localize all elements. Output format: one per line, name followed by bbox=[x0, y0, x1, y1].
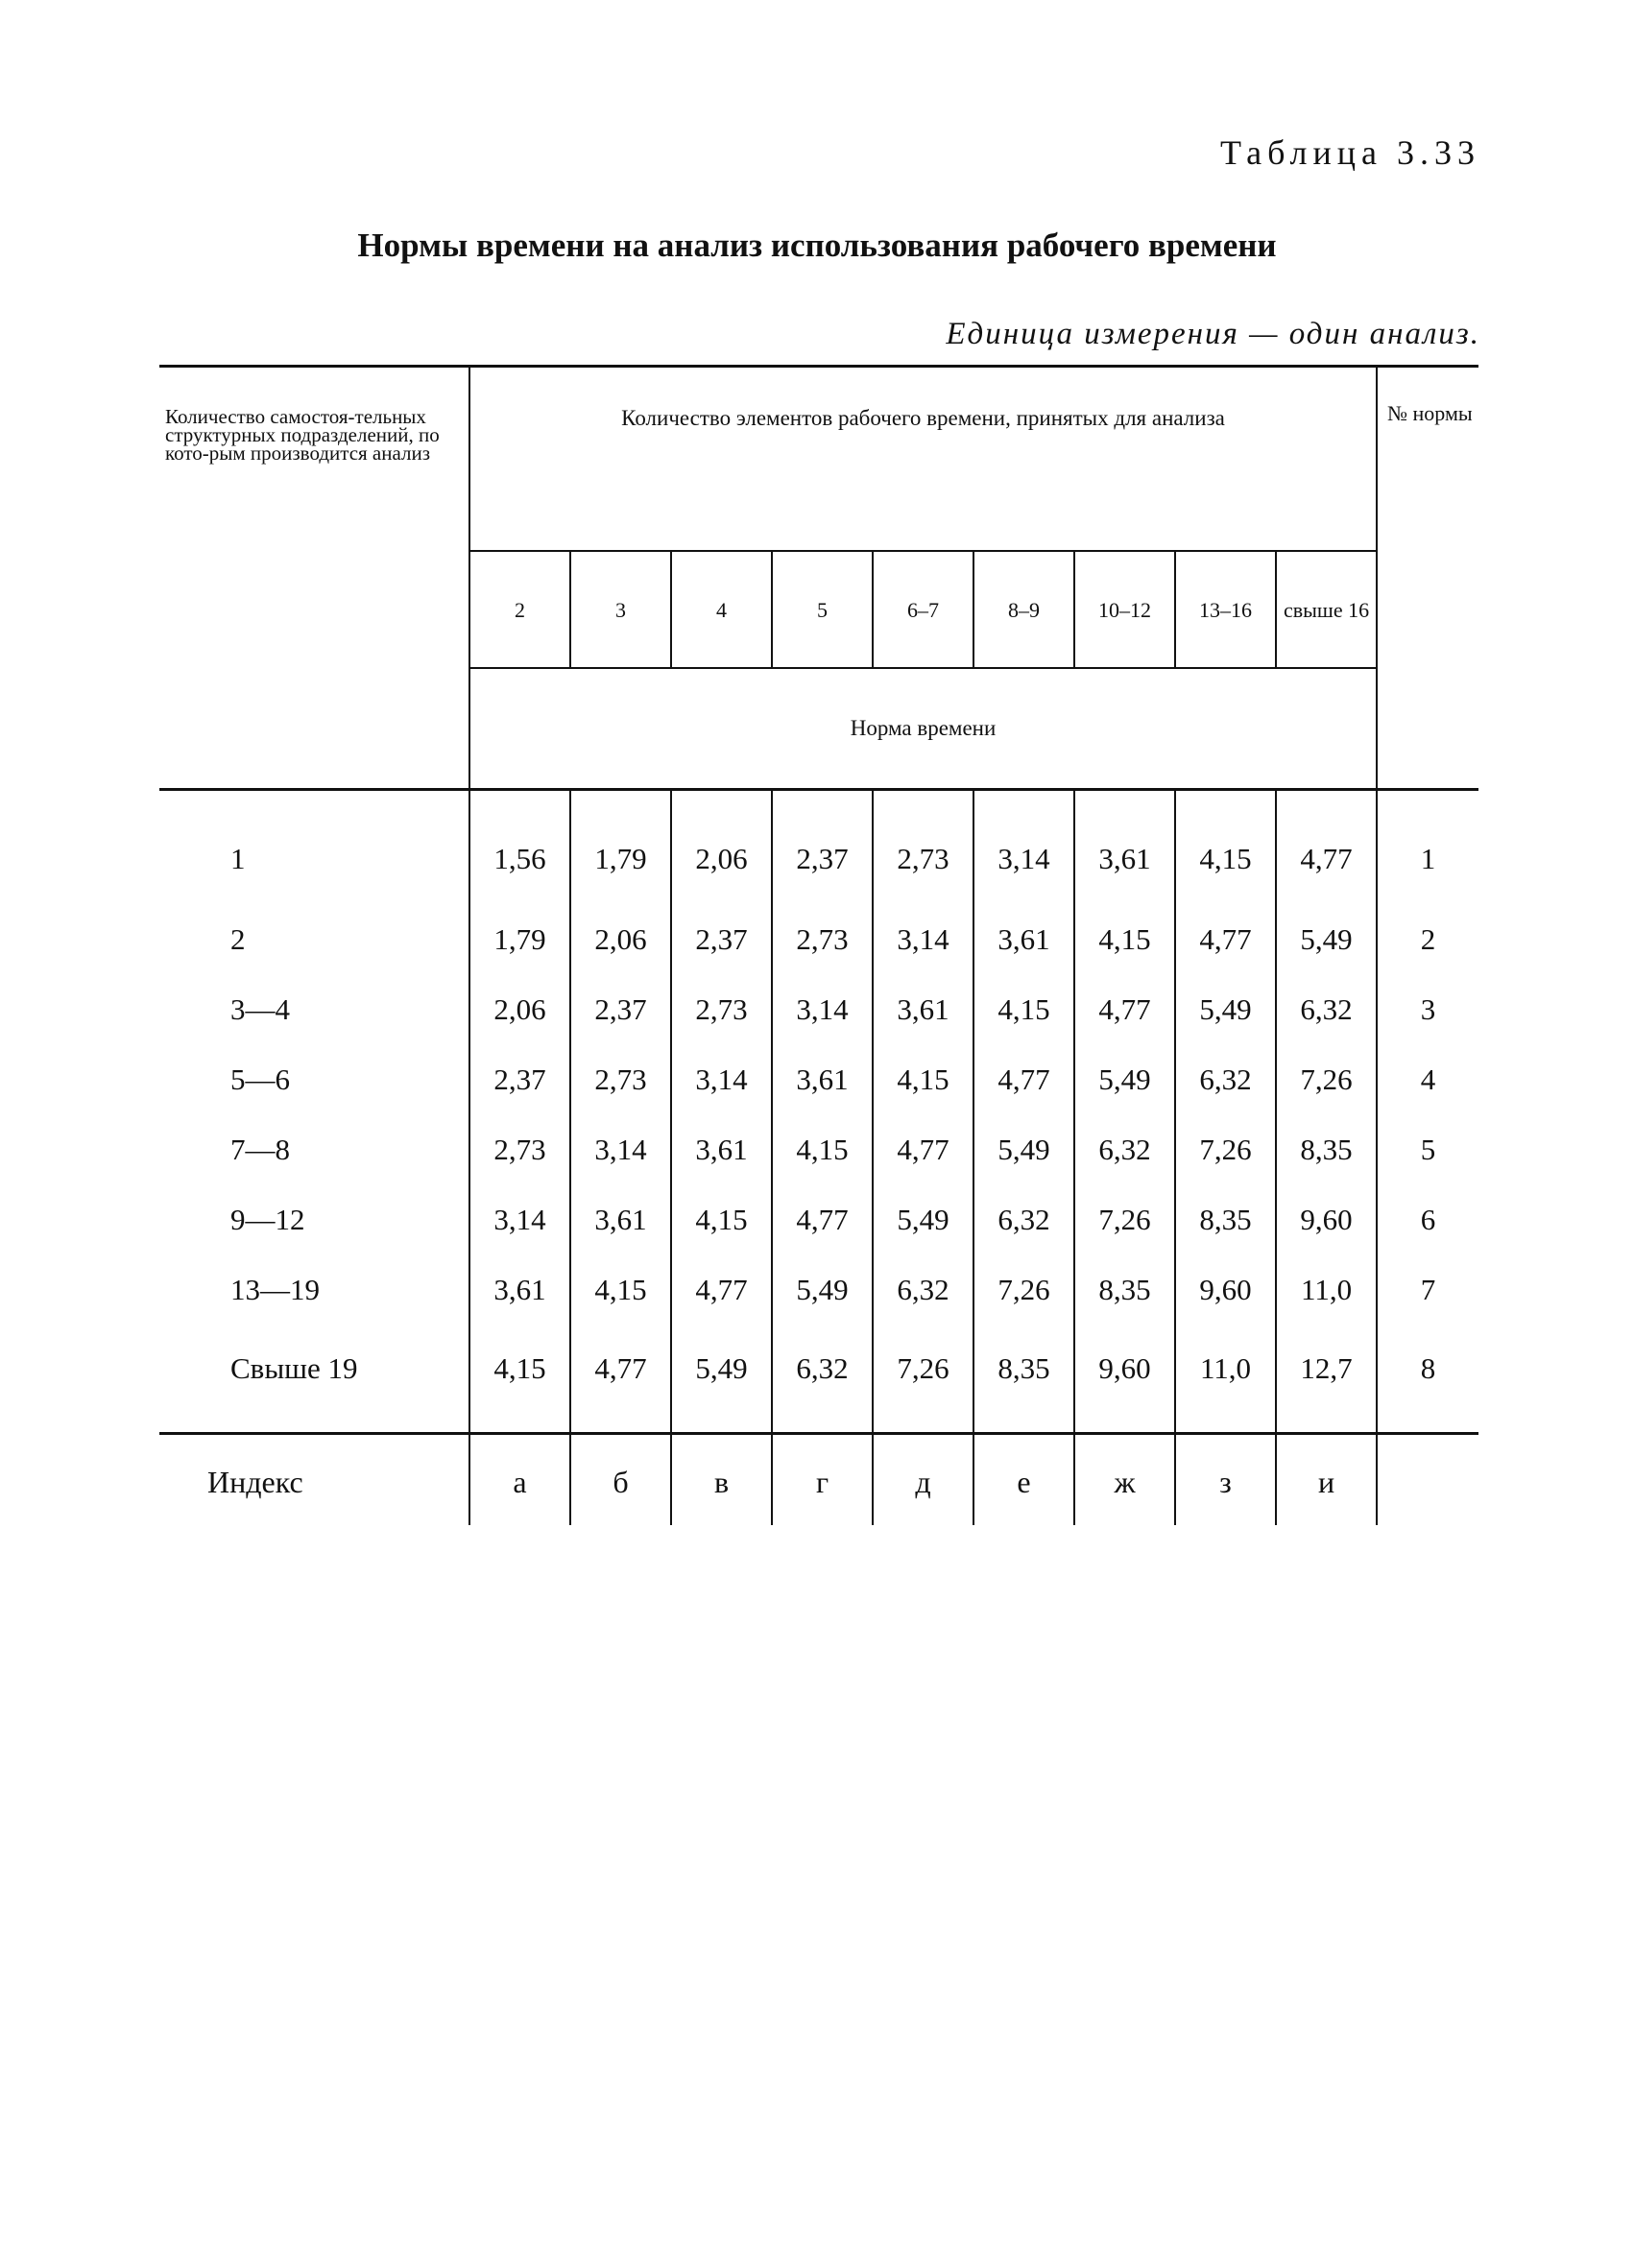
table-cell: 2,06 bbox=[469, 974, 570, 1044]
table-cell: 5,49 bbox=[1276, 904, 1377, 974]
table-cell: 4,77 bbox=[570, 1325, 671, 1434]
table-cell: 3,14 bbox=[570, 1114, 671, 1184]
row-label: 1 bbox=[159, 790, 469, 905]
index-cell: г bbox=[772, 1434, 873, 1526]
table-row bbox=[159, 974, 1478, 1044]
table-cell: 9,60 bbox=[1276, 1184, 1377, 1254]
row-label: 7—8 bbox=[159, 1114, 469, 1184]
table-row bbox=[159, 1114, 1478, 1184]
header-col: свыше 16 bbox=[1276, 551, 1377, 668]
index-row bbox=[159, 1434, 1478, 1526]
table-cell: 2,73 bbox=[570, 1044, 671, 1114]
table-cell: 9,60 bbox=[1175, 1254, 1276, 1325]
table-cell: 4,77 bbox=[772, 1184, 873, 1254]
table-cell: 6,32 bbox=[772, 1325, 873, 1434]
table-cell: 4,15 bbox=[772, 1114, 873, 1184]
index-cell: е bbox=[973, 1434, 1074, 1526]
table-cell: 4,77 bbox=[1074, 974, 1175, 1044]
table-cell: 7,26 bbox=[1276, 1044, 1377, 1114]
index-cell: а bbox=[469, 1434, 570, 1526]
table-cell: 1,56 bbox=[469, 790, 570, 905]
table-cell: 4,77 bbox=[973, 1044, 1074, 1114]
table-row bbox=[159, 1254, 1478, 1325]
table-cell: 5,49 bbox=[973, 1114, 1074, 1184]
table-cell: 1,79 bbox=[469, 904, 570, 974]
table-row bbox=[159, 904, 1478, 974]
header-col: 4 bbox=[671, 551, 772, 668]
row-label: Свыше 19 bbox=[159, 1325, 469, 1434]
table-cell: 4,15 bbox=[671, 1184, 772, 1254]
table-cell: 8,35 bbox=[1074, 1254, 1175, 1325]
table-cell: 2,73 bbox=[772, 904, 873, 974]
table-cell: 4,15 bbox=[1175, 790, 1276, 905]
table-cell: 3,14 bbox=[671, 1044, 772, 1114]
header-col: 10–12 bbox=[1074, 551, 1175, 668]
table-cell: 11,0 bbox=[1175, 1325, 1276, 1434]
index-cell: з bbox=[1175, 1434, 1276, 1526]
table-cell: 5,49 bbox=[671, 1325, 772, 1434]
table-cell: 8,35 bbox=[973, 1325, 1074, 1434]
index-cell: б bbox=[570, 1434, 671, 1526]
table-cell: 3,61 bbox=[671, 1114, 772, 1184]
table-cell: 7,26 bbox=[873, 1325, 973, 1434]
table-cell: 7,26 bbox=[1175, 1114, 1276, 1184]
norm-number-cell: 6 bbox=[1420, 1202, 1436, 1236]
table-cell: 4,15 bbox=[1074, 904, 1175, 974]
unit-note: Единица измерения — один анализ. bbox=[946, 317, 1480, 351]
index-cell: ж bbox=[1074, 1434, 1175, 1526]
table-cell: 4,77 bbox=[671, 1254, 772, 1325]
header-col: 8–9 bbox=[973, 551, 1074, 668]
table-cell: 3,14 bbox=[772, 974, 873, 1044]
index-label: Индекс bbox=[159, 1434, 469, 1526]
table-cell: 2,37 bbox=[772, 790, 873, 905]
table-cell: 7,26 bbox=[1074, 1184, 1175, 1254]
table-cell: 9,60 bbox=[1074, 1325, 1175, 1434]
table-cell: 2,73 bbox=[671, 974, 772, 1044]
header-elements-group: Количество элементов рабочего времени, принятых для анализа bbox=[469, 367, 1377, 552]
header-col: 13–16 bbox=[1175, 551, 1276, 668]
header-norm-number: № нормы bbox=[1377, 367, 1478, 790]
index-empty-cell bbox=[1377, 1434, 1478, 1526]
table-cell: 4,77 bbox=[1175, 904, 1276, 974]
table-cell: 2,06 bbox=[671, 790, 772, 905]
table-cell: 5,49 bbox=[1175, 974, 1276, 1044]
table-cell: 3,14 bbox=[973, 790, 1074, 905]
table-cell: 3,14 bbox=[873, 904, 973, 974]
header-subdivisions: Количество самостоя-тельных структурных подразделений, по кото-рым производится анализ bbox=[159, 367, 469, 790]
table-cell: 6,32 bbox=[973, 1184, 1074, 1254]
table-cell: 12,7 bbox=[1276, 1325, 1377, 1434]
table-cell: 6,32 bbox=[1074, 1114, 1175, 1184]
norm-number-cell: 5 bbox=[1420, 1132, 1436, 1166]
header-col: 6–7 bbox=[873, 551, 973, 668]
table-cell: 5,49 bbox=[873, 1184, 973, 1254]
table-cell: 2,73 bbox=[873, 790, 973, 905]
norm-number-cell: 7 bbox=[1420, 1272, 1436, 1306]
table-cell: 3,61 bbox=[772, 1044, 873, 1114]
norm-number-cell: 1 bbox=[1420, 842, 1436, 875]
index-cell: в bbox=[671, 1434, 772, 1526]
table-cell: 4,15 bbox=[973, 974, 1074, 1044]
norm-number-cell: 4 bbox=[1420, 1062, 1436, 1096]
table-cell: 8,35 bbox=[1175, 1184, 1276, 1254]
table-cell: 2,73 bbox=[469, 1114, 570, 1184]
table-cell: 2,37 bbox=[469, 1044, 570, 1114]
header-col: 5 bbox=[772, 551, 873, 668]
table-row bbox=[159, 1184, 1478, 1254]
row-label: 13—19 bbox=[159, 1254, 469, 1325]
row-label: 5—6 bbox=[159, 1044, 469, 1114]
table-cell: 3,61 bbox=[973, 904, 1074, 974]
norms-table-container bbox=[159, 365, 1478, 1525]
row-label: 9—12 bbox=[159, 1184, 469, 1254]
table-cell: 5,49 bbox=[772, 1254, 873, 1325]
norms-table bbox=[159, 365, 1478, 1525]
table-number: Таблица 3.33 bbox=[1220, 133, 1480, 172]
table-cell: 3,61 bbox=[570, 1184, 671, 1254]
header-col: 2 bbox=[469, 551, 570, 668]
row-label: 3—4 bbox=[159, 974, 469, 1044]
table-row bbox=[159, 1325, 1478, 1434]
table-row bbox=[159, 1044, 1478, 1114]
table-cell: 2,37 bbox=[671, 904, 772, 974]
table-cell: 5,49 bbox=[1074, 1044, 1175, 1114]
table-cell: 6,32 bbox=[1276, 974, 1377, 1044]
norm-number-cell: 8 bbox=[1377, 1325, 1478, 1434]
table-cell: 1,79 bbox=[570, 790, 671, 905]
table-cell: 7,26 bbox=[973, 1254, 1074, 1325]
table-cell: 11,0 bbox=[1276, 1254, 1377, 1325]
norm-number-cell: 2 bbox=[1420, 921, 1436, 956]
table-cell: 4,77 bbox=[873, 1114, 973, 1184]
table-cell: 4,15 bbox=[469, 1325, 570, 1434]
table-cell: 2,06 bbox=[570, 904, 671, 974]
table-row bbox=[159, 790, 1478, 905]
table-cell: 3,61 bbox=[1074, 790, 1175, 905]
index-cell: д bbox=[873, 1434, 973, 1526]
table-cell: 6,32 bbox=[873, 1254, 973, 1325]
row-label: 2 bbox=[159, 904, 469, 974]
table-cell: 2,37 bbox=[570, 974, 671, 1044]
table-cell: 3,61 bbox=[873, 974, 973, 1044]
table-cell: 3,14 bbox=[469, 1184, 570, 1254]
table-cell: 8,35 bbox=[1276, 1114, 1377, 1184]
table-cell: 4,15 bbox=[873, 1044, 973, 1114]
page-title: Нормы времени на анализ использования рабочего времени bbox=[357, 227, 1277, 264]
table-cell: 6,32 bbox=[1175, 1044, 1276, 1114]
norm-number-cell: 3 bbox=[1420, 991, 1436, 1026]
index-cell: и bbox=[1276, 1434, 1377, 1526]
header-norma: Норма времени bbox=[469, 668, 1377, 790]
table-cell: 3,61 bbox=[469, 1254, 570, 1325]
table-cell: 4,77 bbox=[1276, 790, 1377, 905]
table-cell: 4,15 bbox=[570, 1254, 671, 1325]
header-col: 3 bbox=[570, 551, 671, 668]
